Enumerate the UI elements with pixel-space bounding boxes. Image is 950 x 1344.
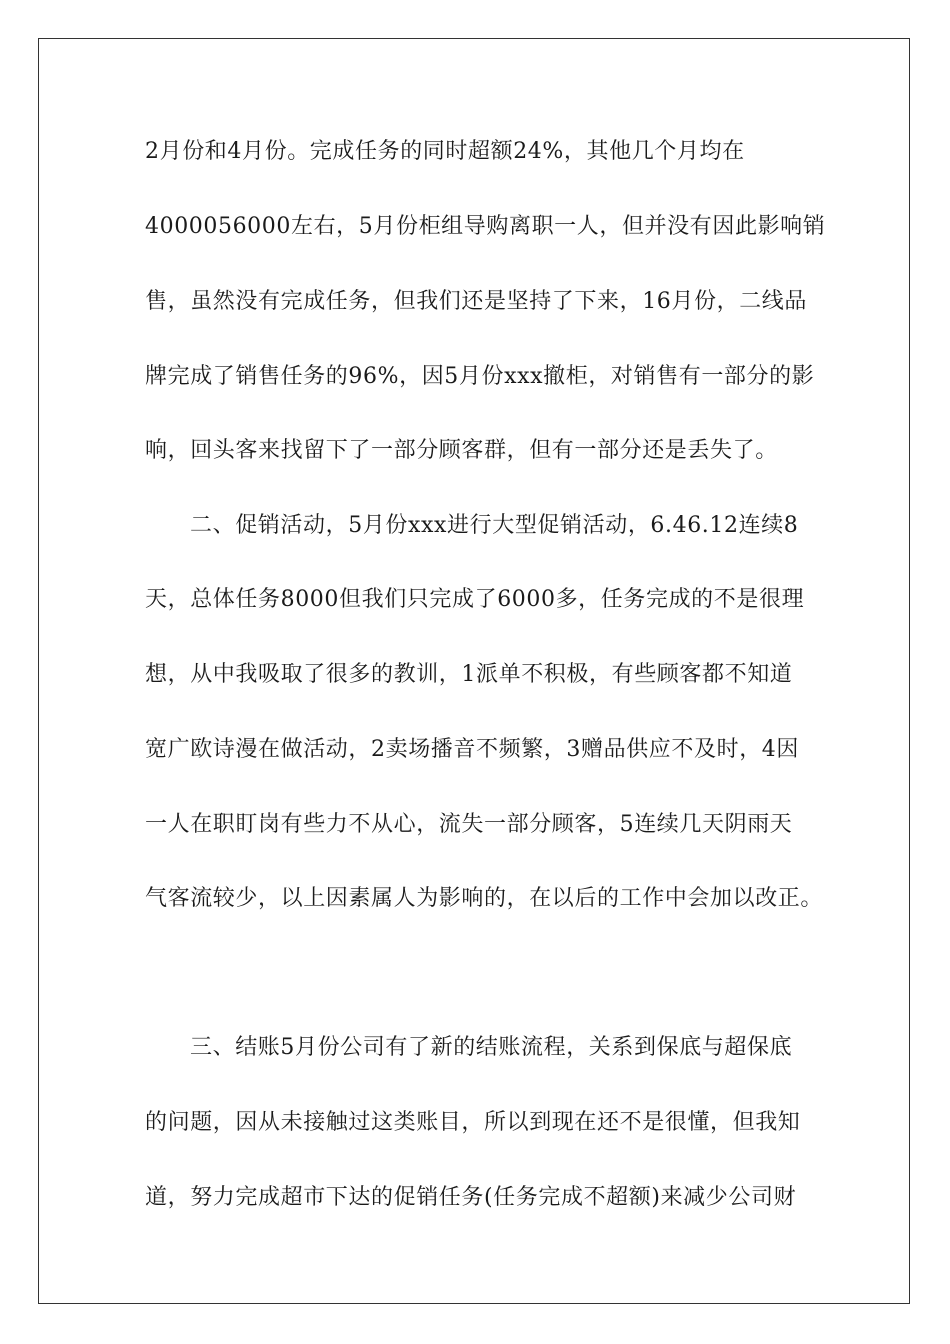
text-line: 牌完成了销售任务的96%，因5月份xxx撤柜，对销售有一部分的影	[145, 364, 815, 389]
text-line: 4000056000左右，5月份柜组导购离职一人，但并没有因此影响销	[145, 214, 826, 239]
text-line: 售，虽然没有完成任务，但我们还是坚持了下来，16月份，二线品	[145, 289, 807, 314]
text-line: 三、结账5月份公司有了新的结账流程，关系到保底与超保底	[190, 1035, 793, 1060]
text-line: 二、促销活动，5月份xxx进行大型促销活动，6.46.12连续8	[190, 513, 799, 538]
text-line: 道，努力完成超市下达的促销任务(任务完成不超额)来减少公司财	[145, 1185, 797, 1210]
text-line: 天，总体任务8000但我们只完成了6000多，任务完成的不是很理	[145, 587, 805, 612]
text-line: 的问题，因从未接触过这类账目，所以到现在还不是很懂，但我知	[145, 1110, 801, 1135]
text-line: 气客流较少，以上因素属人为影响的，在以后的工作中会加以改正。	[145, 886, 824, 911]
text-line: 一人在职盯岗有些力不从心，流失一部分顾客，5连续几天阴雨天	[145, 812, 793, 837]
text-line: 2月份和4月份。完成任务的同时超额24%，其他几个月均在	[145, 139, 745, 164]
text-line: 宽广欧诗漫在做活动，2卖场播音不频繁，3赠品供应不及时，4因	[145, 737, 799, 762]
text-line: 想，从中我吸取了很多的教训，1派单不积极，有些顾客都不知道	[145, 662, 793, 687]
text-line: 响，回头客来找留下了一部分顾客群，但有一部分还是丢失了。	[145, 438, 778, 463]
